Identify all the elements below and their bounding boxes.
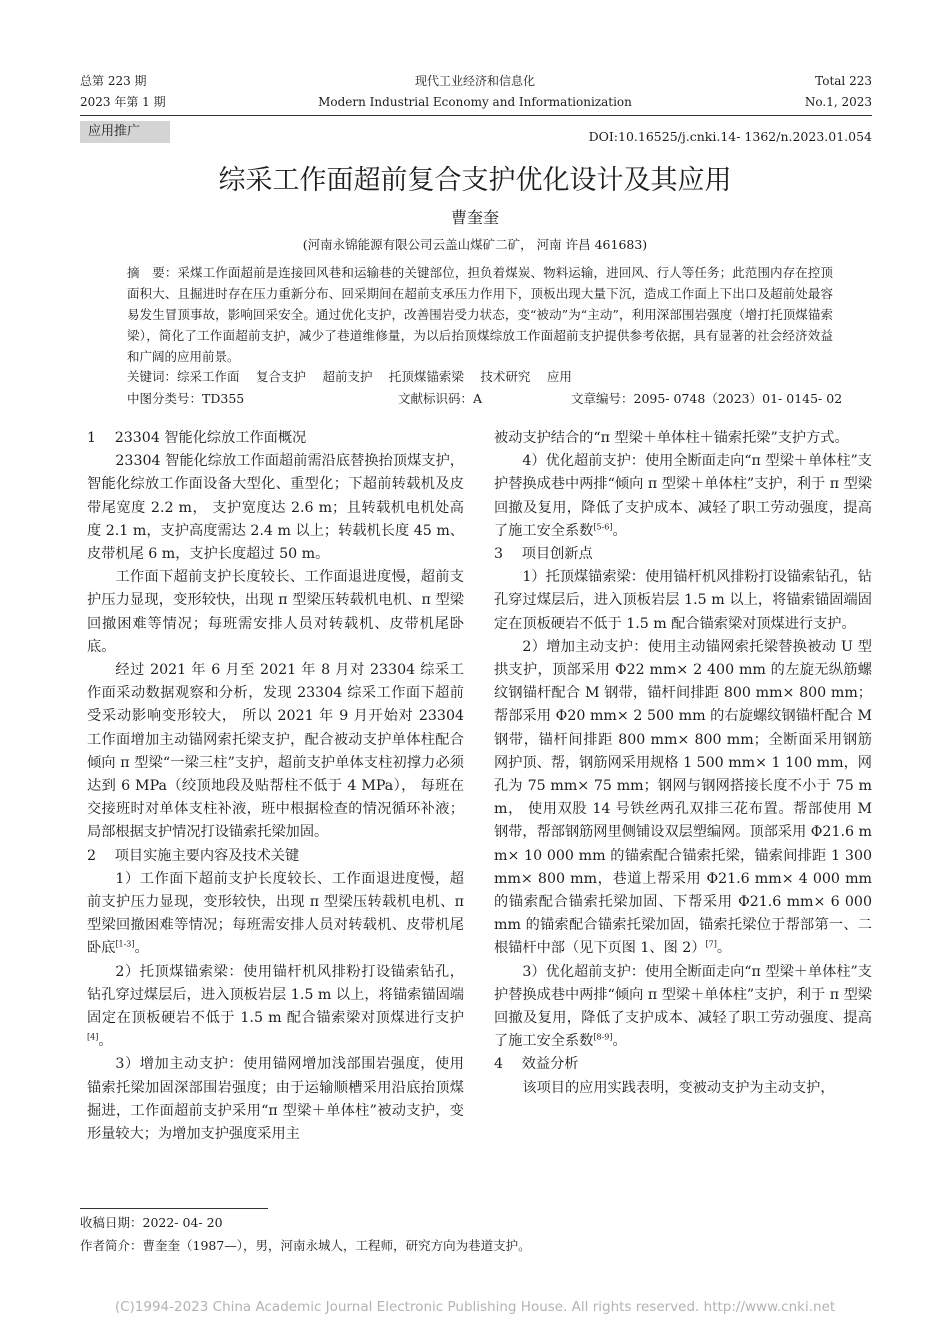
- paragraph-text: 4 效益分析: [494, 1056, 579, 1073]
- paragraph-tail: 。: [98, 1033, 113, 1050]
- paragraph-text: 1）托顶煤锚索梁：使用锚杆机风排粉打设锚索钻孔，钻孔穿过煤层后，进入顶板岩层 1.5 m 以上，将锚索锚固端固定在顶板硬岩不低于 1.5 m 配合锚索梁对顶煤进行支护。: [494, 569, 872, 632]
- received-date: 收稿日期：2022- 04- 20: [80, 1215, 223, 1230]
- author: 曹奎奎: [450, 208, 499, 227]
- paragraph: [87, 450, 464, 566]
- paragraph-text: 4）优化超前支护：使用全断面走向“π 型梁＋单体柱”支护替换成巷中两排“倾向 π 型梁＋单体柱”支护，利于 π 型梁回撤及复用，降低了支护成本、减轻了职工劳动强度，提高了施工安全系数: [494, 453, 872, 539]
- citation-ref: [5-6]: [593, 522, 613, 532]
- header-rule: [80, 115, 872, 116]
- citation-ref: [4]: [87, 1032, 99, 1042]
- section-tag: 应用推广: [80, 121, 170, 143]
- right-column: [494, 427, 872, 1100]
- paragraph-text: 3）增加主动支护：使用锚网增加浅部围岩强度，使用锚索托梁加固深部围岩强度；由于运输顺槽采用沿底抬顶煤掘进，工作面超前支护采用“π 型梁＋单体柱”被动支护，变形量较大；为增加支护强度采用主: [87, 1056, 464, 1143]
- copyright-watermark: (C)1994-2023 China Academic Journal Electronic Publishing House. All rights reserved. http://www.cnki.net: [114, 1299, 836, 1315]
- issue-number: 2023 年第 1 期: [80, 95, 166, 109]
- section-heading: [87, 427, 464, 450]
- paragraph-text: 2）托顶煤锚索梁：使用锚杆机风排粉打设锚索钻孔，钻孔穿过煤层后，进入顶板岩层 1.5 m 以上，将锚索锚固端固定在顶板硬岩不低于 1.5 m 配合锚索梁对顶煤进行支护: [87, 963, 464, 1027]
- journal-name-cn: 现代工业经济和信息化: [414, 74, 535, 88]
- citation-ref: [1-3]: [115, 939, 135, 949]
- keywords: 关键词：综采工作面 复合支护 超前支护 托顶煤锚索梁 技术研究 应用: [127, 369, 572, 384]
- paragraph: [494, 636, 872, 961]
- issue-en: No.1, 2023: [804, 95, 872, 109]
- paragraph-tail: 。: [612, 1033, 627, 1050]
- citation-ref: [8-9]: [593, 1032, 613, 1042]
- issue-total: 总第 223 期: [80, 74, 147, 88]
- paragraph: [494, 450, 872, 543]
- section-heading: [87, 845, 464, 868]
- paragraph-tail: 。: [134, 940, 149, 957]
- doi: DOI:10.16525/j.cnki.14- 1362/n.2023.01.054: [588, 129, 872, 144]
- author-bio: 作者简介：曹奎奎（1987—），男，河南永城人，工程师，研究方向为巷道支护。: [80, 1238, 531, 1253]
- article-title: 综采工作面超前复合支护优化设计及其应用: [218, 165, 732, 196]
- journal-name-en: Modern Industrial Economy and Informationization: [318, 95, 632, 109]
- paragraph-tail: 。: [716, 940, 732, 957]
- section-heading: [494, 1053, 872, 1076]
- paragraph: [87, 961, 464, 1054]
- paragraph: [87, 659, 464, 845]
- paragraph: [87, 566, 464, 659]
- affiliation: (河南永锦能源有限公司云盖山煤矿二矿， 河南 许昌 461683): [302, 237, 648, 252]
- paragraph-text: 1）工作面下超前支护长度较长、工作面退进度慢，超前支护压力显现，变形较快，出现 π 型梁压转载机电机、π 型梁回撤困难等情况；每班需安排人员对转载机、皮带机尾卧底: [87, 870, 464, 957]
- paragraph-text: 1 23304 智能化综放工作面概况: [87, 430, 307, 446]
- paragraph-text: 经过 2021 年 6 月至 2021 年 8 月对 23304 综采工作面采动数据观察和分析，发现 23304 综采工作面下超前受采动影响变形较大， 所以 2021 年 9 月开始对 23304 工作面增加主动锚网索托梁支护，配合被动支护单体柱配合倾向 π 型梁“一梁三柱”支护，超前支护单体支柱初撑力必须达到 6 MPa（绞顶地段及贴帮柱不低于 4 MPa）， 每班在交接班时对单体支柱补液，班中根据检查的情况循环补液；局部根据支护情况打设锚索托梁加固。: [87, 662, 464, 841]
- paragraph: [494, 566, 872, 636]
- clc-number: 中图分类号：TD355: [127, 391, 245, 406]
- paragraph: [494, 1077, 872, 1100]
- paragraph-text: 被动支护结合的“π 型梁＋单体柱＋锚索托梁”支护方式。: [494, 430, 849, 446]
- paragraph-tail: 。: [612, 522, 627, 539]
- abstract: 摘 要：采煤工作面超前是连接回风巷和运输巷的关键部位，担负着煤炭、物料运输，进回风、行人等任务；此范围内存在控顶面积大、且掘进时存在压力重新分布、回采期间在超前支承压力作用下，顶板出现大量下沉，造成工作面上下出口及超前处最容易发生冒顶事故，影响回采安全。通过优化支护，改善围岩受力状态，变“被动”为“主动”，利用深部围岩强度（增打托顶煤锚索梁），简化了工作面超前支护，减少了巷道维修量，为以后抬顶煤综放工作面超前支护提供参考依据，具有显著的社会经济效益和广阔的应用前景。: [127, 265, 833, 364]
- paragraph-text: 该项目的应用实践表明，变被动支护为主动支护，: [522, 1079, 835, 1096]
- citation-ref: [7]: [705, 939, 717, 949]
- paragraph-text: 3 项目创新点: [494, 546, 593, 563]
- left-column: [87, 427, 464, 1146]
- article-number: 文章编号：2095- 0748（2023）01- 0145- 02: [571, 391, 843, 406]
- paragraph-text: 工作面下超前支护长度较长、工作面退进度慢，超前支护压力显现，变形较快，出现 π 型梁压转载机电机、π 型梁回撤困难等情况；每班需安排人员对转载机、皮带机尾卧底。: [87, 569, 464, 655]
- paragraph-text: 23304 智能化综放工作面超前需沿底替换抬顶煤支护，智能化综放工作面设备大型化、重型化；下超前转载机及皮带尾宽度 2.2 m， 支护宽度达 2.6 m；且转载机电机处高度 2.1 m，支护高度需达 2.4 m 以上；转载机长度 45 m、皮带机尾 6 m，支护长度超过 50 m。: [87, 453, 464, 563]
- paragraph: [494, 961, 872, 1054]
- paragraph: [87, 868, 464, 961]
- section-heading: [494, 543, 872, 566]
- paragraph-text: 2 项目实施主要内容及技术关键: [87, 847, 300, 864]
- footnote-rule: [80, 1208, 268, 1209]
- document-code: 文献标识码：A: [398, 391, 483, 406]
- paragraph-text: 3）优化超前支护：使用全断面走向“π 型梁＋单体柱”支护替换成巷中两排“倾向 π 型梁＋单体柱”支护，利于 π 型梁回撤及复用，降低了支护成本、减轻了职工劳动强度、提高了施工安全系数: [494, 963, 872, 1050]
- paragraph-text: 2）增加主动支护：使用主动锚网索托梁替换被动 U 型拱支护，顶部采用 Φ22 mm× 2 400 mm 的左旋无纵筋螺纹钢锚杆配合 M 钢带，锚杆间排距 800 mm× 800 mm；帮部采用 Φ20 mm× 2 500 mm 的右旋螺纹钢锚杆配合 M 钢带，锚杆间排距 800 mm× 800 mm；全断面采用钢筋网护顶、帮，钢筋网采用规格 1 500 mm× 1 100 mm，网孔为 75 mm× 75 mm；钢网与钢网搭接长度不小于 75 mm， 使用双股 14 号铁丝两孔双排三花布置。帮部使用 M 钢带，帮部钢筋网里侧铺设双层塑编网。顶部采用 Φ21.6 mm× 10 000 mm 的锚索配合锚索托梁，锚索间排距 1 300 mm× 800 mm，巷道上帮采用 Φ21.6 mm× 4 000 mm 的锚索配合锚索托梁加固、下帮采用 Φ21.6 mm× 6 000 mm 的锚索配合锚索托梁加固，锚索托梁位于帮部第一、二根锚杆中部（见下页图 1、图 2）: [494, 638, 872, 957]
- paragraph: [494, 427, 872, 450]
- total-en: Total 223: [815, 74, 872, 88]
- paragraph: [87, 1053, 464, 1146]
